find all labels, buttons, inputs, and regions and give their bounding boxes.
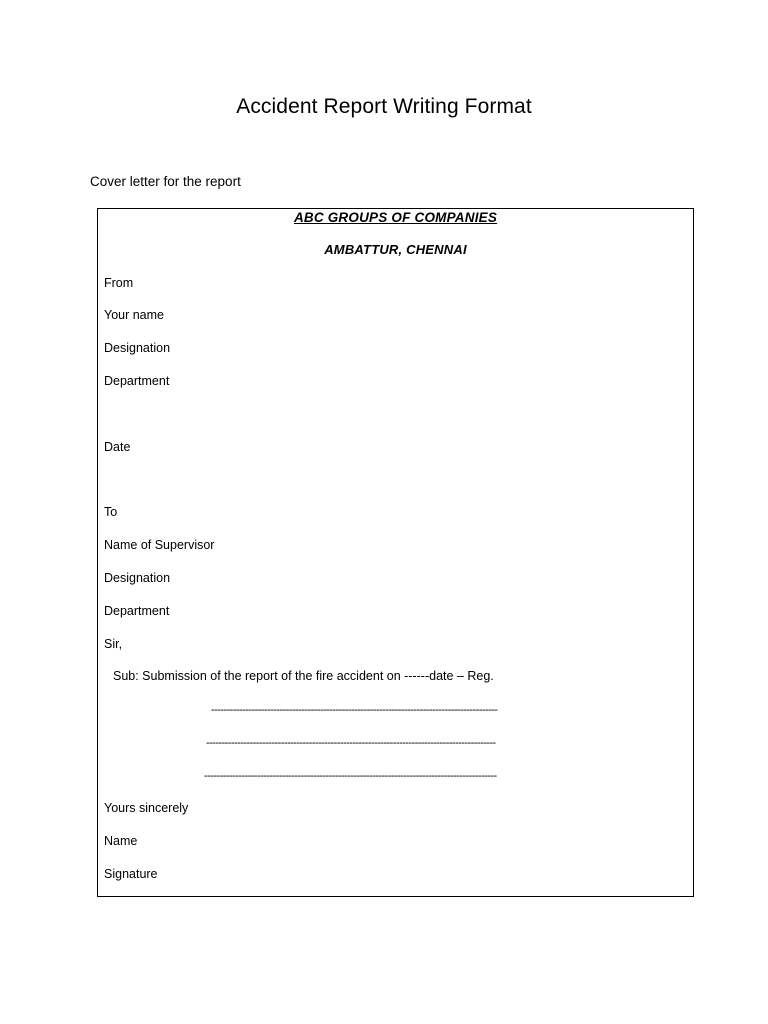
intro-text: Cover letter for the report (90, 174, 241, 189)
recipient-designation: Designation (104, 571, 171, 585)
to-label: To (104, 505, 118, 519)
closing-text: Yours sincerely (104, 801, 189, 815)
sender-designation: Designation (104, 341, 171, 355)
from-label: From (104, 276, 134, 290)
sender-name: Your name (104, 308, 164, 322)
company-location: AMBATTUR, CHENNAI (324, 242, 467, 257)
closing-name: Name (104, 834, 138, 848)
body-line: --------------------------------------------------------------------------------------------- (206, 737, 496, 749)
body-line: ---------------------------------------------------------------------------------------------- (204, 770, 497, 782)
closing-signature: Signature (104, 867, 158, 881)
date-label: Date (104, 440, 131, 454)
body-line: -------------------------------------------------------------------------------------------- (211, 704, 498, 716)
recipient-name: Name of Supervisor (104, 538, 215, 552)
sender-department: Department (104, 374, 170, 388)
company-name: ABC GROUPS OF COMPANIES (293, 210, 498, 225)
page-title: Accident Report Writing Format (236, 95, 532, 118)
subject-line: Sub: Submission of the report of the fire accident on ------date – Reg. (113, 669, 494, 683)
cover-letter-box (97, 208, 694, 897)
recipient-department: Department (104, 604, 170, 618)
salutation: Sir, (104, 637, 123, 651)
